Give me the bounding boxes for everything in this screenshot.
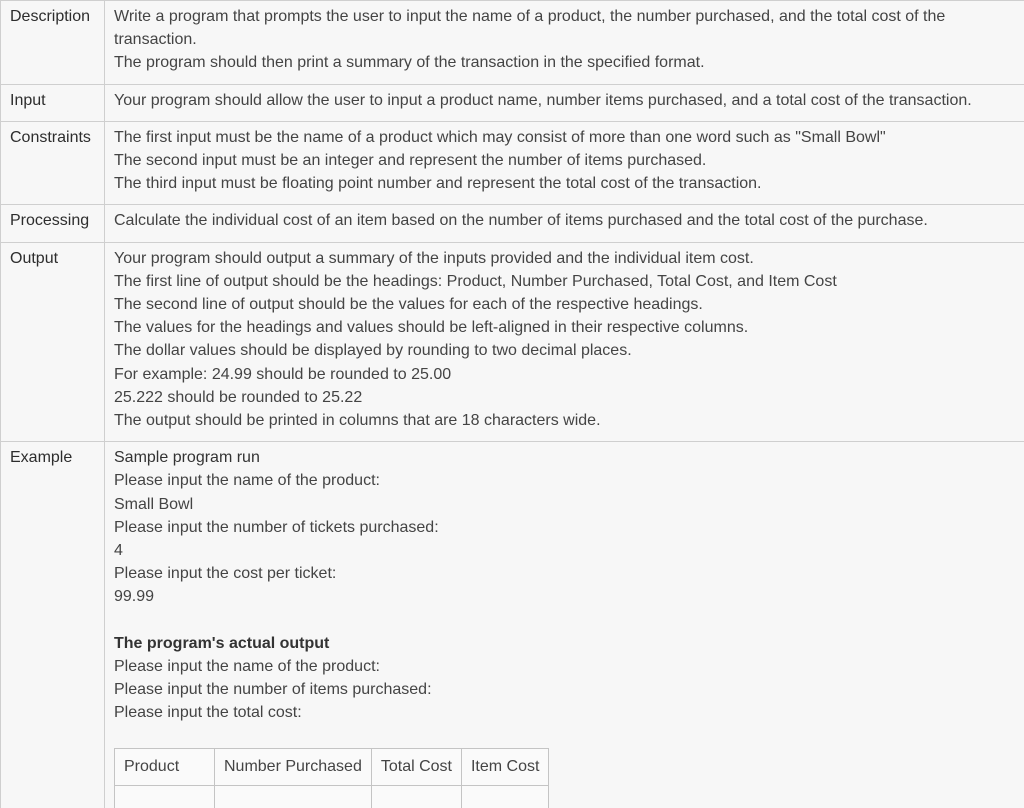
output-header-item-cost: Item Cost: [461, 749, 548, 786]
output-line-1: Your program should output a summary of the inputs provided and the individual item cost.: [114, 249, 754, 267]
output-table-value-row: [115, 786, 549, 808]
constraints-line-1: The first input must be the name of a product which may consist of more than one word such as "Small Bowl": [114, 128, 886, 146]
output-line-8: The output should be printed in columns that are 18 characters wide.: [114, 412, 601, 430]
output-line-6: For example: 24.99 should be rounded to 25.00: [114, 365, 452, 383]
output-line-3: The second line of output should be the values for each of the respective headings.: [114, 296, 703, 314]
output-cell: [371, 786, 461, 808]
sample-line-4: 4: [114, 542, 123, 560]
output-line-7: 25.222 should be rounded to 25.22: [114, 388, 363, 406]
row-label-output: Output: [1, 242, 105, 442]
row-label-input: Input: [1, 84, 105, 121]
output-cell: [115, 786, 215, 808]
row-content-processing: [105, 205, 1024, 242]
row-processing: [1, 205, 1024, 242]
constraints-line-2: The second input must be an integer and represent the number of items purchased.: [114, 152, 707, 170]
sample-run-title: Sample program run: [114, 449, 260, 467]
row-description: [1, 1, 1024, 85]
actual-output-line-2: Please input the number of items purchased:: [114, 681, 432, 699]
row-content-output: [105, 242, 1024, 442]
row-label-example: Example: [1, 442, 105, 808]
output-table-header-row: [115, 749, 549, 786]
output-header-number-purchased: Number Purchased: [215, 749, 372, 786]
row-label-processing: Processing: [1, 205, 105, 242]
output-table: [114, 748, 549, 808]
row-content-description: [105, 1, 1024, 85]
sample-line-1: Please input the name of the product:: [114, 472, 380, 490]
output-line-4: The values for the headings and values should be left-aligned in their respective columns.: [114, 319, 749, 337]
output-cell: [215, 786, 372, 808]
row-constraints: [1, 121, 1024, 205]
actual-output-line-3: Please input the total cost:: [114, 704, 302, 722]
sample-line-3: Please input the number of tickets purchased:: [114, 518, 439, 536]
row-label-constraints: Constraints: [1, 121, 105, 205]
processing-line-1: Calculate the individual cost of an item based on the number of items purchased and the total cost of the purchase.: [114, 212, 928, 230]
spacer: [114, 609, 1018, 632]
sample-line-6: 99.99: [114, 588, 155, 606]
description-line-1: Write a program that prompts the user to input the name of a product, the number purchased, and the total cost of the transaction.: [114, 8, 946, 49]
actual-output-line-1: Please input the name of the product:: [114, 657, 380, 675]
sample-line-2: Small Bowl: [114, 495, 194, 513]
output-line-5: The dollar values should be displayed by rounding to two decimal places.: [114, 342, 632, 360]
output-line-2: The first line of output should be the headings: Product, Number Purchased, Total Cost, and Item Cost: [114, 272, 837, 290]
output-cell: [461, 786, 548, 808]
description-line-2: The program should then print a summary of the transaction in the specified format.: [114, 54, 705, 72]
row-content-constraints: [105, 121, 1024, 205]
row-content-input: [105, 84, 1024, 121]
sample-line-5: Please input the cost per ticket:: [114, 565, 337, 583]
row-content-example: [105, 442, 1024, 808]
row-label-description: Description: [1, 1, 105, 85]
output-header-total-cost: Total Cost: [371, 749, 461, 786]
row-input: [1, 84, 1024, 121]
output-header-product: Product: [115, 749, 215, 786]
input-line-1: Your program should allow the user to input a product name, number items purchased, and a total cost of the transaction.: [114, 91, 972, 109]
row-example: [1, 442, 1024, 808]
actual-output-title: The program's actual output: [114, 634, 330, 652]
constraints-line-3: The third input must be floating point number and represent the total cost of the transaction.: [114, 175, 762, 193]
row-output: [1, 242, 1024, 442]
